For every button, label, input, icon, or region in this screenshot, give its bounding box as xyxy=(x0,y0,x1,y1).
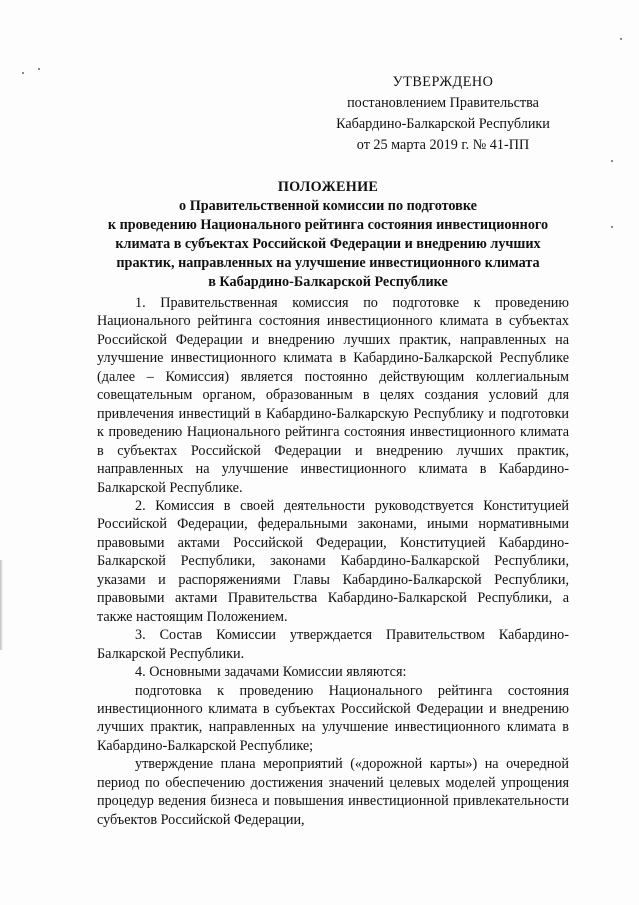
title-line: о Правительственной комиссии по подготовке xyxy=(179,198,477,214)
scan-speck xyxy=(620,38,622,40)
document-body xyxy=(97,294,569,829)
paragraph-task-1: подготовка к проведению Национального рейтинга состояния инвестиционного климата в субъектах Российской Федерации и внедрению лучших практик, направленных на улучшение инвестиционного климата в Кабардино-Балкарской Республике; xyxy=(97,682,569,754)
title-line: к проведению Национального рейтинга состояния инвестиционного xyxy=(107,217,549,233)
approval-line: Кабардино-Балкарской Республики xyxy=(336,116,550,132)
document-title: ПОЛОЖЕНИЕ xyxy=(277,179,379,195)
paragraph-3: 3. Состав Комиссии утверждается Правительством Кабардино-Балкарской Республики. xyxy=(97,627,569,662)
scan-speck xyxy=(22,72,24,74)
scan-speck xyxy=(38,68,40,70)
approval-heading: УТВЕРЖДЕНО xyxy=(392,74,494,90)
approval-line: постановлением Правительства xyxy=(347,95,539,111)
title-line: практик, направленных на улучшение инвестиционного климата xyxy=(116,255,540,271)
title-line: климата в субъектах Российской Федерации и внедрению лучших xyxy=(115,236,541,252)
paragraph-task-2: утверждение плана мероприятий («дорожной карты») на очередной период по обеспечению достижения значений целевых моделей упрощения процедур ведения бизнеса и повышения инвестиционной привлекательности субъектов Российской Федерации, xyxy=(97,756,569,828)
paragraph-4: 4. Основными задачами Комиссии являются: xyxy=(135,664,407,681)
approval-date-line: от 25 марта 2019 г. № 41-ПП xyxy=(356,137,530,153)
scan-speck xyxy=(611,160,613,162)
paragraph-1: 1. Правительственная комиссия по подготовке к проведению Национального рейтинга состояния инвестиционного климата в субъектах Российской Федерации и внедрению лучших практик, направленных на улучшение инвестиционного климата в Кабардино-Балкарской Республике (далее – Комиссия) является постоянно действующим коллегиальным совещательным органом, образованным в целях создания условий для привлечения инвестиций в Кабардино-Балкарскую Республику и подготовки к проведению Национального рейтинга состояния инвестиционного климата в субъектах Российской Федерации и внедрению лучших практик, направленных на улучшение инвестиционного климата в Кабардино-Балкарской Республике. xyxy=(97,295,569,496)
scan-edge-shadow xyxy=(0,560,3,650)
paragraph-2: 2. Комиссия в своей деятельности руководствуется Конституцией Российской Федерации, федеральными законами, иными нормативными правовыми актами Российской Федерации, Конституцией Кабардино-Балкарской Республики, законами Кабардино-Балкарской Республики, указами и распоряжениями Главы Кабардино-Балкарской Республики, правовыми актами Правительства Кабардино-Балкарской Республики, а также настоящим Положением. xyxy=(97,497,569,625)
document-title-block xyxy=(88,178,568,292)
approval-stamp xyxy=(318,72,568,156)
title-line: в Кабардино-Балкарской Республике xyxy=(208,274,448,290)
scan-speck xyxy=(611,226,613,228)
